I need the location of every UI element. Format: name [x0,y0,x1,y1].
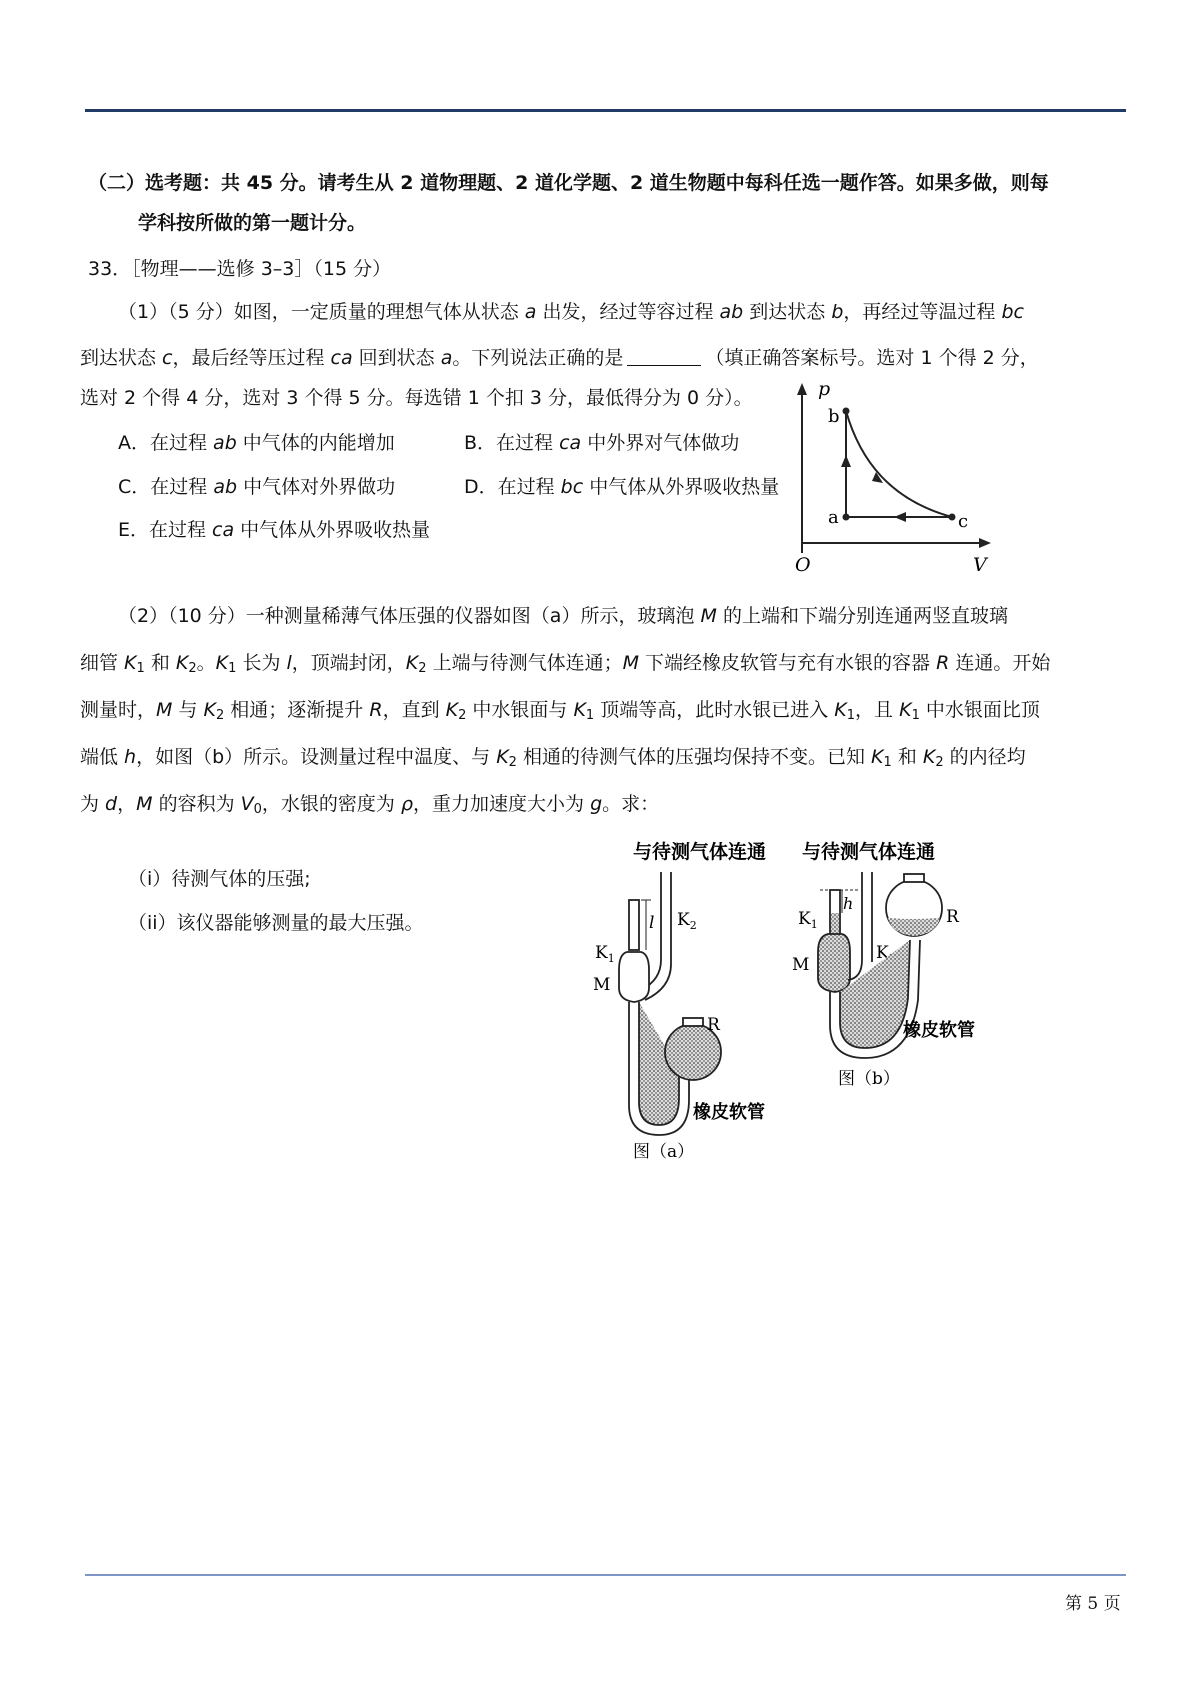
figure-a-bulb-m [619,952,649,1002]
origin-label: O [795,554,811,576]
point-c-label: c [958,511,969,532]
figure-b-top-label: 与待测气体连通 [802,841,936,863]
option-c: C．在过程 ab 中气体对外界做功 [118,476,396,498]
figure-b [790,830,1015,1100]
option-e: E．在过程 ca 中气体从外界吸收热量 [118,519,431,541]
part2-line3: 测量时，M 与 $K_2$ 相通；逐渐提升 R，直到 $K_2$ 中水银面与 $K_1$ 顶端等高，此时水银已进入 $K_1$，且 $K_1$ 中水银面比顶 [80,699,1040,723]
part2-line5: 为 d，M 的容积为 $V_0$，水银的密度为 ρ，重力加速度大小为 g。求： [80,793,660,817]
figure-b-hose-label: 橡皮软管 [903,1020,975,1041]
v-axis-arrow-icon [979,538,991,548]
part2-line2: 细管 $K_1$ 和 $K_2$。$K_1$ 长为 l，顶端封闭，$K_2$ 上端与待测气体连通；M 下端经橡皮软管与充有水银的容器 R 连通。开始 [80,652,1051,676]
point-c [949,514,956,521]
figure-b-bulb-m [818,934,850,992]
p-axis-arrow-icon [797,383,807,395]
part2-line4: 端低 h，如图（b）所示。设测量过程中温度、与 $K_2$ 相通的待测气体的压强均保持不变。已知 $K_1$ 和 $K_2$ 的内径均 [80,746,1026,770]
figure-a-hose-label: 橡皮软管 [693,1102,765,1123]
figure-b-k2-label: K [876,943,889,963]
option-b: B．在过程 ca 中外界对气体做功 [464,432,740,454]
figure-b-k1-label: $K_1$ [798,909,818,931]
process-ab-arrow-icon [841,455,851,467]
part1-line1: （1）（5 分）如图，一定质量的理想气体从状态 a 出发，经过等容过程 ab 到达状态 b，再经过等温过程 bc [118,301,1024,323]
point-a-label: a [828,507,839,528]
axis-v-label: V [973,554,987,576]
part1-line2: 到达状态 c，最后经等压过程 ca 回到状态 a。下列说法正确的是 （填正确答案标号。选对 1 个得 2 分， [80,347,1039,369]
question-header: 33．［物理——选修 3–3］（15 分） [88,258,392,280]
pv-diagram [780,375,1010,580]
part1-line3: 选对 2 个得 4 分，选对 3 个得 5 分。每选错 1 个扣 3 分，最低得分为 0 分）。 [80,387,753,409]
figure-a-m-label: M [593,975,611,995]
figure-b-r-label: R [946,907,959,927]
figure-a [585,830,815,1170]
point-a [843,514,850,521]
figure-a-k2-label: $K_2$ [677,910,697,932]
part2-line1: （2）（10 分）一种测量稀薄气体压强的仪器如图（a）所示，玻璃泡 M 的上端和下端分别连通两竖直玻璃 [118,605,1008,627]
point-b [843,408,850,415]
figure-a-k1-label: $K_1$ [595,943,615,965]
process-bc-curve [846,411,952,517]
figure-a-r-label: R [707,1015,720,1035]
figure-a-top-label: 与待测气体连通 [633,841,767,863]
figure-b-m-label: M [792,955,810,975]
option-a: A．在过程 ab 中气体的内能增加 [118,432,395,454]
figure-a-k1-tube [629,900,639,950]
header-rule [85,109,1126,112]
answer-blank [627,347,701,366]
point-b-label: b [828,406,840,427]
process-ca-arrow-icon [894,512,906,522]
footer-rule [85,1574,1126,1576]
figure-a-l-label: l [649,913,655,933]
option-d: D．在过程 bc 中气体从外界吸收热量 [464,476,780,498]
sub-question-ii: （ii）该仪器能够测量的最大压强。 [128,912,424,934]
section-instruction-line1: （二）选考题：共 45 分。请考生从 2 道物理题、2 道化学题、2 道生物题中每科任选一题作答。如果多做，则每 [88,172,1049,194]
figure-b-caption: 图（b） [838,1069,900,1089]
axis-p-label: p [818,378,831,400]
page-number: 第 5 页 [1065,1594,1121,1614]
figure-b-h-label: h [843,894,854,913]
sub-question-i: （i）待测气体的压强; [128,868,311,890]
figure-a-caption: 图（a） [633,1142,695,1162]
section-instruction-line2: 学科按所做的第一题计分。 [138,212,367,234]
